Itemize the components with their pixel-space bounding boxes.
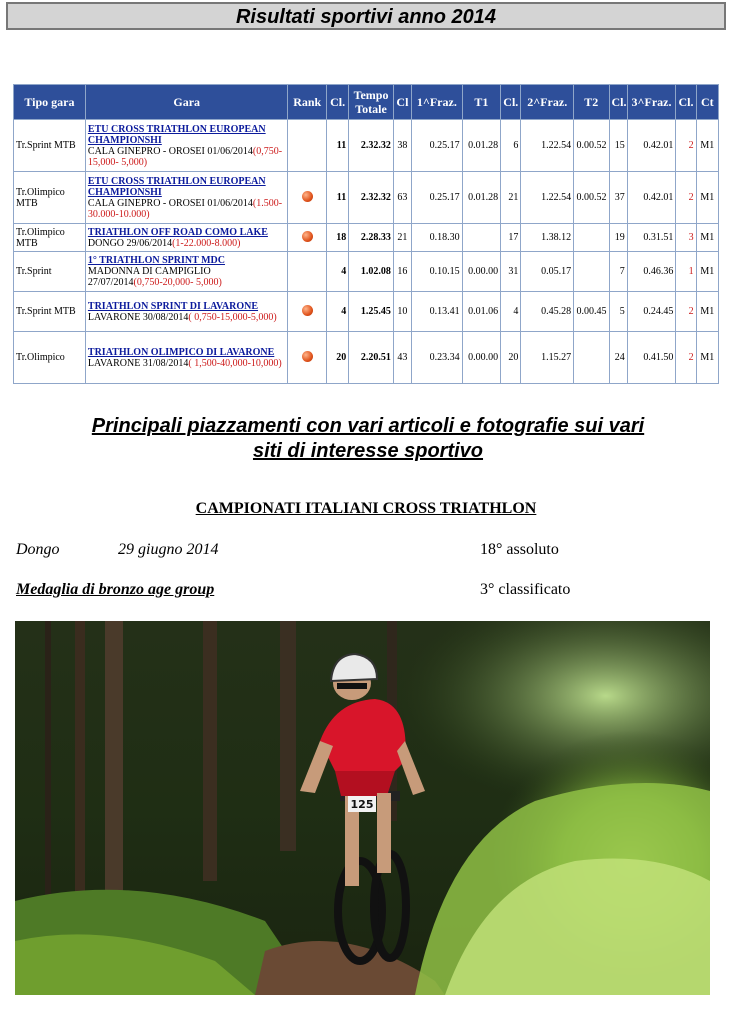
cell-t2 [574, 332, 609, 384]
column-header: Cl. [676, 85, 696, 120]
event-place: Dongo [16, 541, 60, 558]
cell-class: 18 [326, 224, 348, 252]
cell-split-2: 1.22.54 [521, 172, 574, 224]
cell-race-type: Tr.Sprint MTB [14, 292, 86, 332]
cell-t1: 0.00.00 [462, 332, 500, 384]
cell-split-3: 0.42.01 [627, 120, 676, 172]
cell-total-time: 2.28.33 [349, 224, 394, 252]
cell-race-type: Tr.Olimpico MTB [14, 172, 86, 224]
cell-class-split-3: 2 [676, 120, 696, 172]
cell-race [85, 292, 288, 332]
cell-t2: 0.00.52 [574, 172, 609, 224]
table-row [14, 120, 719, 172]
cell-split-1: 0.23.34 [412, 332, 463, 384]
championship-title: CAMPIONATI ITALIANI CROSS TRIATHLON [195, 500, 537, 517]
cell-class-split-2: 37 [609, 172, 627, 224]
cell-class-split-1: 31 [501, 252, 521, 292]
column-header: Gara [85, 85, 288, 120]
cell-category: M1 [696, 120, 718, 172]
cell-class: 11 [326, 120, 348, 172]
cell-class-overall: 21 [393, 224, 411, 252]
cell-class-split-2: 19 [609, 224, 627, 252]
race-place-date: CALA GINEPRO - OROSEI 01/06/2014 [87, 197, 253, 209]
race-distances: 1,500-40,000-10,000 [191, 357, 279, 369]
race-place-date: LAVARONE 30/08/2014 [87, 311, 189, 323]
rank-medal-icon [302, 305, 313, 316]
cell-race-type: Tr.Olimpico MTB [14, 224, 86, 252]
mountain-bike-photo [15, 621, 710, 995]
cell-t2 [574, 252, 609, 292]
cell-rank [288, 252, 326, 292]
cell-class-split-2: 5 [609, 292, 627, 332]
race-distances: 1-22.000-8.000 [175, 237, 238, 249]
cell-class: 20 [326, 332, 348, 384]
cell-split-2: 1.38.12 [521, 224, 574, 252]
cell-category: M1 [696, 252, 718, 292]
cell-class: 11 [326, 172, 348, 224]
cell-total-time: 2.32.32 [349, 172, 394, 224]
cell-class-split-1: 21 [501, 172, 521, 224]
paren-close: ) [218, 277, 222, 288]
race-link[interactable]: TRIATHLON OLIMPICO DI LAVARONE [87, 346, 275, 358]
cell-class-overall: 38 [393, 120, 411, 172]
cell-class-split-1: 17 [501, 224, 521, 252]
cell-race-type: Tr.Sprint MTB [14, 120, 86, 172]
cell-t2 [574, 224, 609, 252]
table-row [14, 172, 719, 224]
race-distances: 1.500-30.000-10.000 [87, 197, 283, 220]
paren-open: ( [172, 237, 176, 249]
cell-split-1: 0.25.17 [412, 172, 463, 224]
cell-t1: 0.00.00 [462, 252, 500, 292]
cell-class-split-3: 3 [676, 224, 696, 252]
race-link[interactable]: 1° TRIATHLON SPRINT MDC [87, 255, 225, 266]
page-title: Risultati sportivi anno 2014 [6, 2, 726, 30]
rank-medal-icon [302, 351, 313, 362]
rank-medal-icon [302, 231, 313, 242]
cell-split-3: 0.42.01 [627, 172, 676, 224]
cell-total-time: 2.32.32 [349, 120, 394, 172]
cell-t1: 0.01.06 [462, 292, 500, 332]
cell-class-split-3: 2 [676, 332, 696, 384]
paren-open: ( [252, 197, 257, 209]
cell-category: M1 [696, 332, 718, 384]
cell-split-2: 0.05.17 [521, 252, 574, 292]
paren-open: ( [188, 311, 192, 323]
cell-class-split-3: 1 [676, 252, 696, 292]
column-header: 1^Fraz. [412, 85, 463, 120]
cell-t1: 0.01.28 [462, 120, 500, 172]
column-header: 3^Fraz. [627, 85, 676, 120]
cell-race [85, 120, 288, 172]
column-header: 2^Fraz. [521, 85, 574, 120]
column-header: Rank [288, 85, 326, 120]
cell-rank [288, 332, 326, 384]
race-distances: 0,750-15,000-5,000 [191, 311, 274, 323]
race-place-date: CALA GINEPRO - OROSEI 01/06/2014 [87, 145, 253, 157]
race-place-date: LAVARONE 31/08/2014 [87, 357, 189, 369]
cell-split-3: 0.24.45 [627, 292, 676, 332]
cell-t1 [462, 224, 500, 252]
race-photo [15, 621, 710, 995]
table-row [14, 292, 719, 332]
race-link[interactable]: ETU CROSS TRIATHLON EUROPEAN CHAMPIONSHI [87, 175, 266, 198]
cell-class-overall: 16 [393, 252, 411, 292]
cell-split-1: 0.13.41 [412, 292, 463, 332]
cell-rank [288, 292, 326, 332]
paren-close: ) [143, 156, 148, 168]
paren-open: ( [252, 145, 257, 157]
cell-split-1: 0.18.30 [412, 224, 463, 252]
cell-split-2: 1.22.54 [521, 120, 574, 172]
bib-number: 125 [350, 798, 374, 811]
cell-split-3: 0.46.36 [627, 252, 676, 292]
paren-close: ) [146, 208, 150, 220]
race-link[interactable]: TRIATHLON OFF ROAD COMO LAKE [87, 226, 268, 238]
cell-class-split-1: 6 [501, 120, 521, 172]
column-header: Cl. [501, 85, 521, 120]
cell-split-1: 0.25.17 [412, 120, 463, 172]
column-header: T1 [462, 85, 500, 120]
cell-t2: 0.00.45 [574, 292, 609, 332]
race-distances: 0,750-20,000- 5,000 [136, 277, 219, 288]
cell-class-split-3: 2 [676, 172, 696, 224]
paren-open: ( [188, 357, 192, 369]
event-date: 29 giugno 2014 [118, 541, 219, 558]
race-link[interactable]: ETU CROSS TRIATHLON EUROPEAN CHAMPIONSHI [87, 123, 266, 146]
paren-close: ) [237, 237, 241, 249]
paren-close: ) [278, 357, 282, 369]
cell-race-type: Tr.Olimpico [14, 332, 86, 384]
event-result: 18° assoluto [480, 541, 559, 558]
cell-class: 4 [326, 292, 348, 332]
cell-class-split-1: 20 [501, 332, 521, 384]
table-row [14, 224, 719, 252]
results-table [13, 84, 719, 384]
cell-race [85, 224, 288, 252]
column-header: T2 [574, 85, 609, 120]
medal-result: 3° classificato [480, 581, 571, 598]
table-header-row [14, 85, 719, 120]
table-row [14, 332, 719, 384]
race-distances: 0,750-15,000- 5,000 [87, 145, 283, 168]
paren-open: ( [133, 277, 137, 288]
column-header: Cl [393, 85, 411, 120]
cell-class-split-2: 7 [609, 252, 627, 292]
cell-category: M1 [696, 224, 718, 252]
column-header: Cl. [326, 85, 348, 120]
cell-split-3: 0.41.50 [627, 332, 676, 384]
cell-class: 4 [326, 252, 348, 292]
table-row [14, 252, 719, 292]
cell-split-1: 0.10.15 [412, 252, 463, 292]
cell-category: M1 [696, 172, 718, 224]
cell-category: M1 [696, 292, 718, 332]
cell-rank [288, 224, 326, 252]
cell-total-time: 2.20.51 [349, 332, 394, 384]
cell-class-overall: 10 [393, 292, 411, 332]
cell-split-2: 0.45.28 [521, 292, 574, 332]
cell-class-overall: 63 [393, 172, 411, 224]
cell-split-2: 1.15.27 [521, 332, 574, 384]
cell-rank [288, 172, 326, 224]
cell-race [85, 332, 288, 384]
race-place-date: DONGO 29/06/2014 [87, 237, 173, 249]
cell-race [85, 172, 288, 224]
cell-split-3: 0.31.51 [627, 224, 676, 252]
medal-label: Medaglia di bronzo age group [16, 581, 215, 598]
column-header: Cl. [609, 85, 627, 120]
cell-race-type: Tr.Sprint [14, 252, 86, 292]
column-header: Tempo Totale [349, 85, 394, 120]
cell-total-time: 1.25.45 [349, 292, 394, 332]
cell-class-split-1: 4 [501, 292, 521, 332]
cell-class-overall: 43 [393, 332, 411, 384]
column-header: Ct [696, 85, 718, 120]
section-subtitle-line2: siti di interesse sportivo [252, 440, 484, 462]
cell-rank [288, 120, 326, 172]
cell-t2: 0.00.52 [574, 120, 609, 172]
column-header: Tipo gara [14, 85, 86, 120]
paren-close: ) [273, 311, 277, 323]
section-subtitle: Principali piazzamenti con vari articoli e fotografie sui vari [91, 415, 645, 437]
cell-race [85, 252, 288, 292]
cell-total-time: 1.02.08 [349, 252, 394, 292]
cell-t1: 0.01.28 [462, 172, 500, 224]
cell-class-split-2: 24 [609, 332, 627, 384]
cell-class-split-3: 2 [676, 292, 696, 332]
cell-class-split-2: 15 [609, 120, 627, 172]
race-link[interactable]: TRIATHLON SPRINT DI LAVARONE [87, 300, 259, 312]
race-place-date: MADONNA DI CAMPIGLIO 27/07/2014 [87, 266, 211, 288]
rank-medal-icon [302, 191, 313, 202]
